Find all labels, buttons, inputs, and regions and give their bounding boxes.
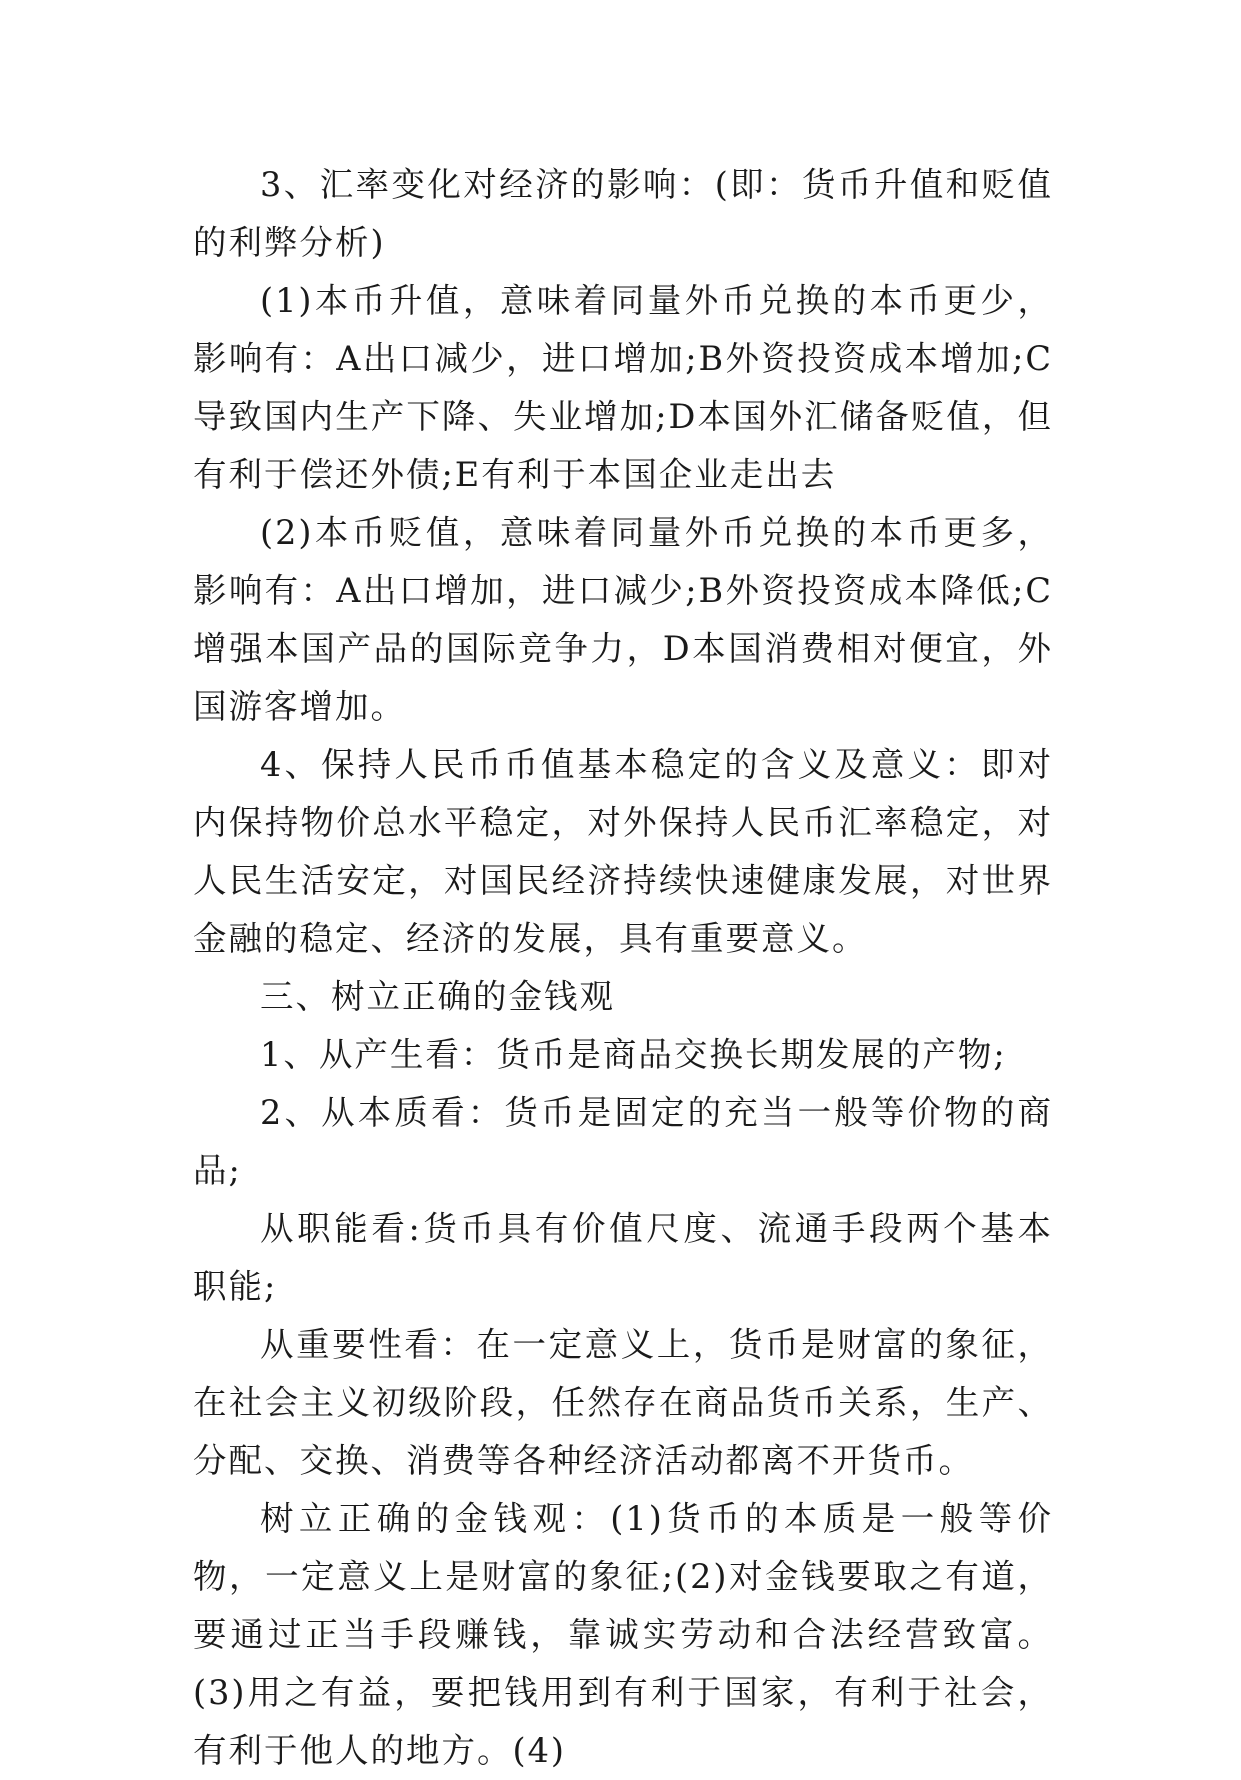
paragraph-currency-depreciation: (2)本币贬值，意味着同量外币兑换的本币更多，影响有：A出口增加，进口减少;B外资投资成本降低;C增强本国产品的国际竞争力，D本国消费相对便宜，外国游客增加。 xyxy=(193,513,1053,726)
paragraph-correct-money-outlook: 树立正确的金钱观：(1)货币的本质是一般等价物，一定意义上是财富的象征;(2)对金钱要取之有道，要通过正当手段赚钱，靠诚实劳动和合法经营致富。(3)用之有益，要把钱用到有利于国家，有利于社会，有利于他人的地方。(4) xyxy=(193,1499,1053,1770)
paragraph-rmb-stability: 4、保持人民币币值基本稳定的含义及意义：即对内保持物价总水平稳定，对外保持人民币汇率稳定，对人民生活安定，对国民经济持续快速健康发展，对世界金融的稳定、经济的发展，具有重要意义。 xyxy=(193,745,1053,958)
paragraph-exchange-rate-impact: 3、汇率变化对经济的影响：(即：货币升值和贬值的利弊分析) xyxy=(193,165,1053,262)
document-body xyxy=(193,156,1053,1780)
paragraph-currency-appreciation: (1)本币升值，意味着同量外币兑换的本币更少，影响有：A出口减少，进口增加;B外资投资成本增加;C导致国内生产下降、失业增加;D本国外汇储备贬值，但有利于偿还外债;E有利于本国企业走出去 xyxy=(193,281,1053,494)
paragraph-origin: 1、从产生看：货币是商品交换长期发展的产物; xyxy=(260,1035,1007,1074)
paragraph-essence: 2、从本质看：货币是固定的充当一般等价物的商品; xyxy=(193,1093,1053,1190)
paragraph-function: 从职能看:货币具有价值尺度、流通手段两个基本职能; xyxy=(193,1209,1053,1306)
section-heading-money-outlook: 三、树立正确的金钱观 xyxy=(260,977,615,1016)
paragraph-importance: 从重要性看：在一定意义上，货币是财富的象征，在社会主义初级阶段，任然存在商品货币关系，生产、分配、交换、消费等各种经济活动都离不开货币。 xyxy=(193,1325,1053,1480)
